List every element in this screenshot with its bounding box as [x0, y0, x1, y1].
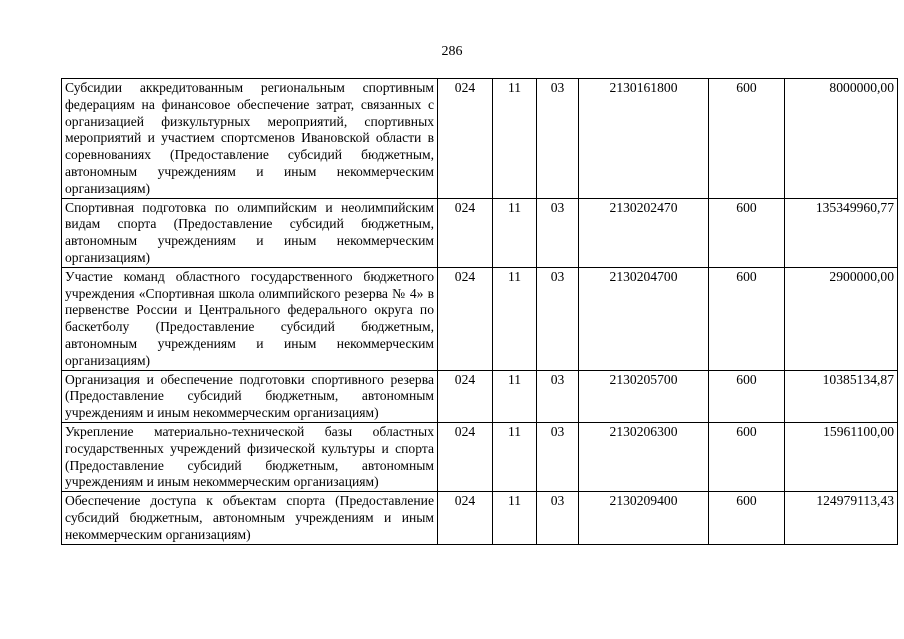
amount-value: 10385134,87 [785, 370, 898, 422]
page-number: 286 [441, 44, 463, 59]
target-article-code: 2130161800 [579, 79, 709, 199]
section-code: 11 [493, 492, 537, 544]
ministry-code: 024 [438, 492, 493, 544]
ministry-code: 024 [438, 422, 493, 491]
section-code: 11 [493, 422, 537, 491]
ministry-code: 024 [438, 267, 493, 370]
expense-description: Субсидии аккредитованным региональным спортивным федерациям на финансовое обеспечение затрат, связанных с организацией физкультурных мероприятий, спортивных мероприятий и участием спортсменов Ивановской области в соревнованиях (Предоставление субсидий бюджетным, автономным учреждениям и иным некоммерческим организациям) [62, 79, 438, 199]
amount-value: 2900000,00 [785, 267, 898, 370]
expense-description: Организация и обеспечение подготовки спортивного резерва (Предоставление субсидий бюджетным, автономным учреждениям и иным некоммерческим организациям) [62, 370, 438, 422]
table-row [62, 422, 898, 491]
target-article-code: 2130202470 [579, 198, 709, 267]
subsection-code: 03 [537, 422, 579, 491]
amount-value: 135349960,77 [785, 198, 898, 267]
expense-type-code: 600 [709, 267, 785, 370]
budget-table [61, 78, 898, 545]
table-row [62, 79, 898, 199]
ministry-code: 024 [438, 370, 493, 422]
subsection-code: 03 [537, 198, 579, 267]
section-code: 11 [493, 370, 537, 422]
expense-description: Укрепление материально-технической базы областных государственных учреждений физической культуры и спорта (Предоставление субсидий бюджетным, автономным учреждениям и иным некоммерческим организациям) [62, 422, 438, 491]
target-article-code: 2130206300 [579, 422, 709, 491]
amount-value: 15961100,00 [785, 422, 898, 491]
expense-type-code: 600 [709, 370, 785, 422]
ministry-code: 024 [438, 79, 493, 199]
subsection-code: 03 [537, 492, 579, 544]
section-code: 11 [493, 267, 537, 370]
expense-type-code: 600 [709, 79, 785, 199]
expense-type-code: 600 [709, 422, 785, 491]
subsection-code: 03 [537, 267, 579, 370]
expense-description: Участие команд областного государственного бюджетного учреждения «Спортивная школа олимпийского резерва № 4» в первенстве России и Центрального федерального округа по баскетболу (Предоставление субсидий бюджетным, автономным учреждениям и иным некоммерческим организациям) [62, 267, 438, 370]
table-row [62, 198, 898, 267]
target-article-code: 2130209400 [579, 492, 709, 544]
ministry-code: 024 [438, 198, 493, 267]
expense-description: Спортивная подготовка по олимпийским и неолимпийским видам спорта (Предоставление субсидий бюджетным, автономным учреждениям и иным некоммерческим организациям) [62, 198, 438, 267]
budget-table-body [62, 79, 898, 545]
subsection-code: 03 [537, 370, 579, 422]
amount-value: 124979113,43 [785, 492, 898, 544]
section-code: 11 [493, 198, 537, 267]
table-row [62, 370, 898, 422]
expense-description: Обеспечение доступа к объектам спорта (Предоставление субсидий бюджетным, автономным учреждениям и иным некоммерческим организациям) [62, 492, 438, 544]
target-article-code: 2130204700 [579, 267, 709, 370]
amount-value: 8000000,00 [785, 79, 898, 199]
expense-type-code: 600 [709, 492, 785, 544]
section-code: 11 [493, 79, 537, 199]
table-row [62, 267, 898, 370]
expense-type-code: 600 [709, 198, 785, 267]
subsection-code: 03 [537, 79, 579, 199]
table-row [62, 492, 898, 544]
target-article-code: 2130205700 [579, 370, 709, 422]
